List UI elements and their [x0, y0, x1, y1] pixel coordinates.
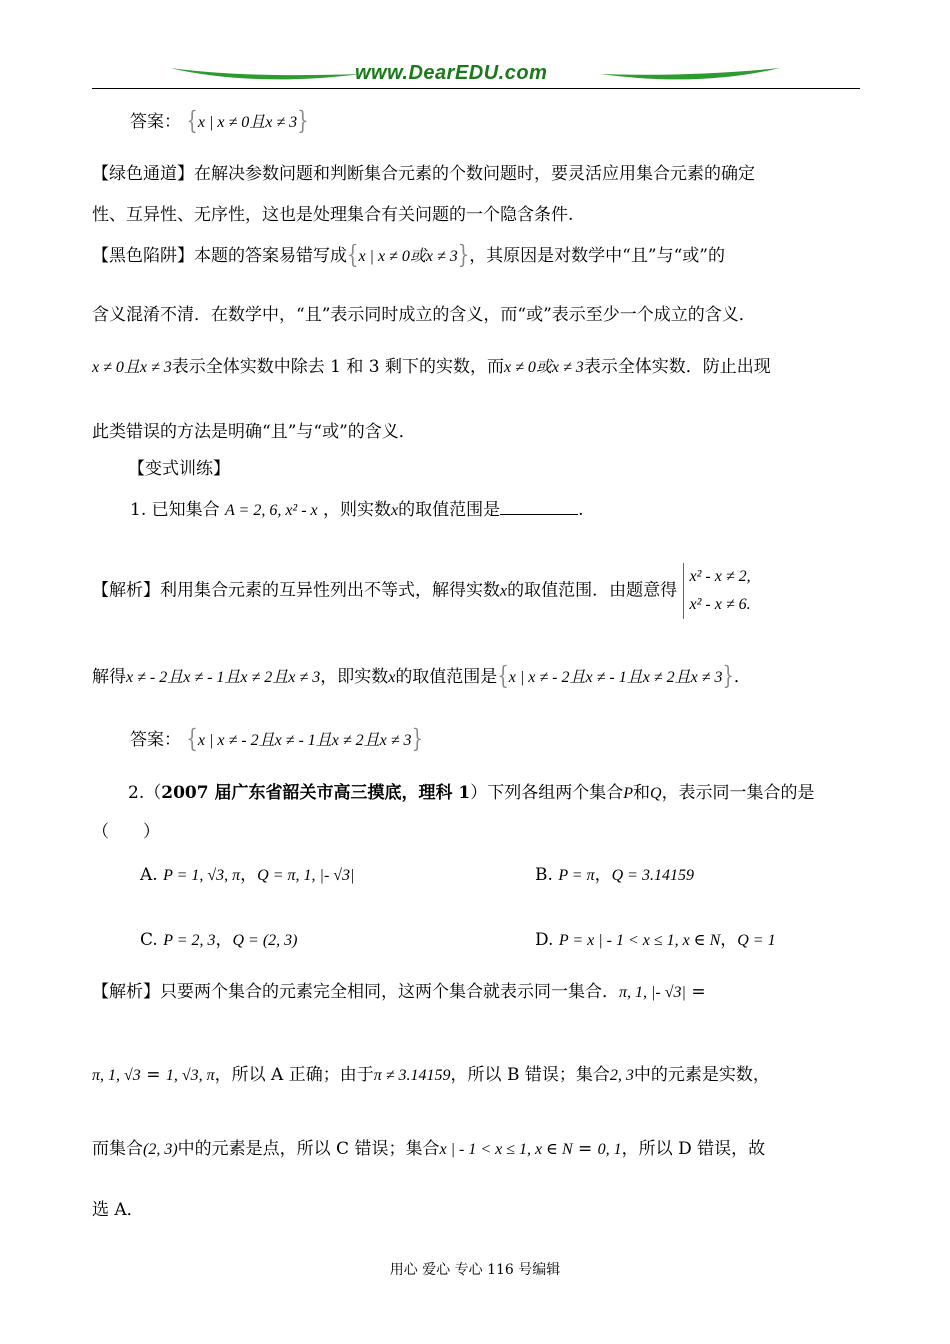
page-footer: 用心 爱心 专心 116 号编辑	[389, 1262, 561, 1278]
question-2-line1: 2.（2007 届广东省韶关市高三摸底，理科 1）下列各组两个集合P和Q，表示同一集合的是	[128, 783, 815, 803]
question-2-paren: （ ）	[92, 822, 160, 842]
solution-1-line2: 解得x ≠ - 2且x ≠ - 1且x ≠ 2且x ≠ 3，即实数x的取值范围是{x | x ≠ - 2且x ≠ - 1且x ≠ 2且x ≠ 3}．	[92, 661, 751, 691]
right-swoosh	[600, 68, 780, 79]
question-1: 1. 已知集合 A = 2, 6, x² - x ，则实数x的取值范围是 .	[130, 496, 900, 523]
solution-2-line4: 选 A．	[92, 1200, 144, 1220]
answer-1: 答案： {x | x ≠ 0且x ≠ 3}	[130, 106, 309, 136]
left-swoosh	[170, 68, 360, 79]
inequality-system: x² - x ≠ 2, x² - x ≠ 6.	[683, 563, 751, 619]
answer-2: 答案： {x | x ≠ - 2且x ≠ - 1且x ≠ 2且x ≠ 3}	[130, 724, 424, 754]
black-trap-line4: 此类错误的方法是明确“且”与“或”的含义．	[92, 422, 416, 442]
set-a-math: A = 2, 6, x² - x	[225, 502, 318, 519]
site-logo-text: www.DearEDU.com	[355, 62, 548, 84]
answer-1-math: x | x ≠ 0且x ≠ 3	[197, 114, 298, 131]
black-trap-line3: x ≠ 0且x ≠ 3表示全体实数中除去 1 和 3 剩下的实数，而x ≠ 0或x ≠ 3表示全体实数．防止出现	[92, 357, 771, 377]
black-trap-math: x | x ≠ 0或x ≠ 3	[358, 248, 458, 265]
green-channel-line1: 【绿色通道】在解决参数问题和判断集合元素的个数问题时，要灵活应用集合元素的确定	[92, 164, 755, 184]
solution-1-line1: 【解析】利用集合元素的互异性列出不等式，解得实数x的取值范围．由题意得 x² - x ≠ 2, x² - x ≠ 6.	[92, 563, 862, 619]
solution-2-line3: 而集合(2, 3)中的元素是点，所以 C 错误；集合x | - 1 < x ≤ 1, x ∈ N = 0, 1，所以 D 错误，故	[92, 1139, 766, 1159]
option-c: C. P = 2, 3，Q = (2, 3)	[140, 930, 298, 950]
option-a: A. P = 1, √3, π，Q = π, 1, |- √3|	[140, 865, 355, 885]
answer-blank	[500, 496, 578, 515]
option-d: D. P = x | - 1 < x ≤ 1, x ∈ N，Q = 1	[535, 930, 776, 950]
variant-title: 【变式训练】	[128, 459, 230, 479]
black-trap-line2: 含义混淆不清．在数学中，“且”表示同时成立的含义，而“或”表示至少一个成立的含义．	[92, 305, 756, 325]
green-channel-line2: 性、互异性、无序性，这也是处理集合有关问题的一个隐含条件.	[92, 205, 574, 225]
black-trap-line1: 【黑色陷阱】本题的答案易错写成{x | x ≠ 0或x ≠ 3}，其原因是对数学中“且”与“或”的	[92, 240, 725, 270]
solution-2-line2: π, 1, √3 = 1, √3, π，所以 A 正确；由于π ≠ 3.14159，所以 B 错误；集合2, 3中的元素是实数，	[92, 1065, 770, 1085]
header-rule	[92, 88, 860, 89]
option-b: B. P = π，Q = 3.14159	[535, 865, 694, 885]
solution-2-line1: 【解析】只要两个集合的元素完全相同，这两个集合就表示同一集合．π, 1, |- √3| =	[92, 982, 706, 1002]
answer-label: 答案：	[130, 112, 181, 132]
